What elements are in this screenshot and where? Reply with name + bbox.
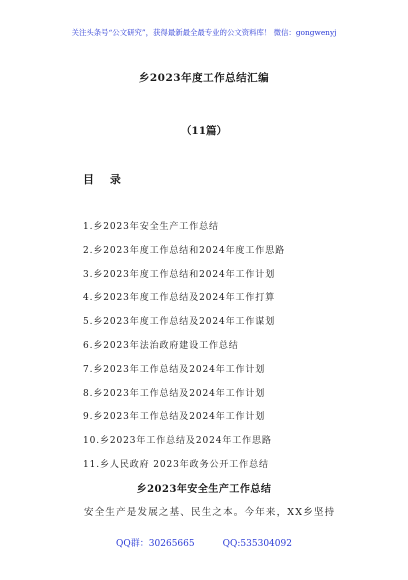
toc-heading: 目 录 — [83, 173, 127, 186]
toc-item[interactable]: 5.乡2023年度工作总结及2024年工作谋划 — [83, 317, 276, 328]
toc-item[interactable]: 7.乡2023年工作总结及2024年工作计划 — [83, 364, 266, 375]
table-of-contents — [83, 220, 285, 482]
document-title: 乡2023年度工作总结汇编 — [138, 72, 270, 84]
article-first-line: 安全生产是发展之基、民生之本。今年来，XX乡坚持 — [84, 507, 336, 518]
qq-number-text: QQ:535304092 — [222, 539, 292, 549]
article-title: 乡2023年安全生产工作总结 — [136, 484, 272, 495]
toc-item[interactable]: 6.乡2023年法治政府建设工作总结 — [83, 340, 239, 351]
qq-group-text: QQ群：30265665 — [116, 539, 195, 549]
header-banner: 关注头条号“公文研究”，获得最新最全最专业的公文资料库！ 微信：gongwenyj — [71, 28, 337, 37]
toc-item[interactable]: 11.乡人民政府 2023年政务公开工作总结 — [83, 459, 269, 470]
toc-item[interactable]: 2.乡2023年度工作总结和2024年度工作思路 — [83, 245, 285, 256]
toc-item[interactable]: 8.乡2023年工作总结及2024年工作计划 — [83, 388, 266, 399]
footer-contact — [0, 536, 408, 549]
article-count: （11篇） — [180, 125, 228, 137]
toc-item[interactable]: 10.乡2023年工作总结及2024年工作思路 — [83, 436, 272, 447]
toc-item[interactable]: 4.乡2023年度工作总结及2024年工作打算 — [83, 293, 276, 304]
toc-item[interactable]: 1.乡2023年安全生产工作总结 — [83, 222, 219, 232]
toc-item[interactable]: 9.乡2023年工作总结及2024年工作计划 — [83, 412, 266, 423]
toc-item[interactable]: 3.乡2023年度工作总结和2024年工作计划 — [83, 269, 276, 280]
